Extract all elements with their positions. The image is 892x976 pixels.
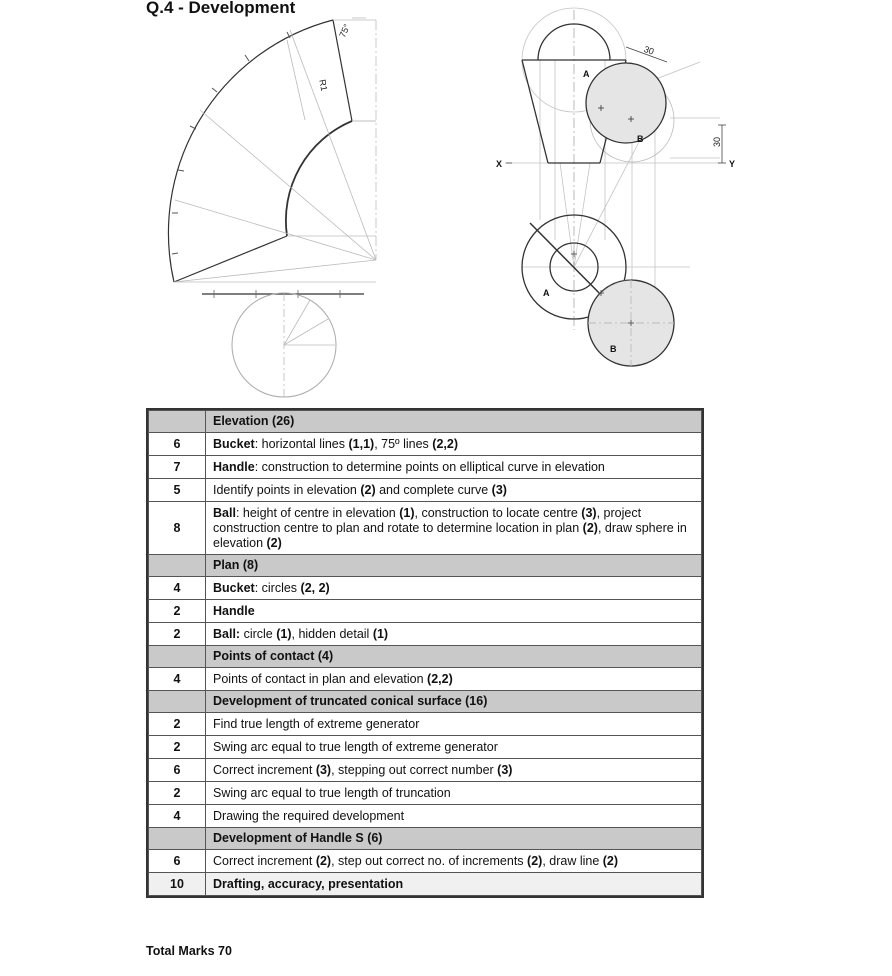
- description-text: (2): [582, 520, 598, 535]
- axis-y-label: Y: [729, 159, 736, 169]
- section-header-row: [149, 828, 702, 850]
- marks-cell: 2: [149, 782, 206, 805]
- description-text: (3): [581, 505, 597, 520]
- label-b-plan: B: [610, 344, 617, 354]
- description-text: (3): [315, 762, 332, 777]
- description-text: , draw sphere in elevation: [213, 520, 687, 550]
- dim-top-label: 30: [642, 43, 656, 57]
- description-text: Points of contact (4): [213, 649, 334, 663]
- description-cell: [206, 736, 702, 759]
- construction-lines-right: [505, 8, 720, 330]
- arc-tick-marks: [172, 32, 290, 254]
- description-text: (2, 2): [300, 580, 330, 595]
- marks-cell: 4: [149, 668, 206, 691]
- description-text: Identify points in elevation: [213, 482, 361, 497]
- marks-cell: 10: [149, 873, 206, 896]
- description-text: , 75º lines: [374, 436, 433, 451]
- description-text: Elevation (26): [213, 414, 295, 428]
- label-b-elevation: B: [637, 134, 644, 144]
- section-header-row: [149, 555, 702, 577]
- description-cell: [206, 782, 702, 805]
- description-text: (2): [602, 853, 619, 868]
- description-text: (2,2): [427, 671, 453, 686]
- description-text: Drawing the required development: [213, 808, 405, 823]
- section-header-row: [149, 646, 702, 668]
- marks-cell: 6: [149, 433, 206, 456]
- marking-scheme-table: [146, 408, 704, 898]
- description-cell: [206, 850, 702, 873]
- section-header-row: [149, 411, 702, 433]
- description-cell: [206, 456, 702, 479]
- description-text: (1): [276, 626, 292, 641]
- marks-cell: 4: [149, 805, 206, 828]
- description-text: (2): [315, 853, 332, 868]
- description-text: and complete curve: [375, 482, 492, 497]
- description-cell: [206, 433, 702, 456]
- description-text: : height of centre in elevation: [235, 505, 400, 520]
- marks-cell: 8: [149, 502, 206, 555]
- description-cell: [206, 828, 702, 850]
- scheme-row: [149, 433, 702, 456]
- description-cell: [206, 713, 702, 736]
- description-cell: [206, 668, 702, 691]
- marks-cell: 2: [149, 600, 206, 623]
- scheme-row: [149, 782, 702, 805]
- scheme-row: [149, 668, 702, 691]
- scheme-row: [149, 850, 702, 873]
- page-title: Q.4 - Development: [146, 0, 296, 17]
- marks-cell: 2: [149, 713, 206, 736]
- construction-lines-left: [174, 18, 376, 282]
- description-text: , stepping out correct number: [331, 762, 498, 777]
- marks-cell: 6: [149, 759, 206, 782]
- marks-cell: [149, 555, 206, 577]
- description-cell: [206, 411, 702, 433]
- radius-label: R1: [317, 78, 330, 92]
- description-text: : horizontal lines: [254, 436, 349, 451]
- description-cell: [206, 479, 702, 502]
- description-cell: [206, 873, 702, 896]
- description-cell: [206, 555, 702, 577]
- marks-cell: [149, 646, 206, 668]
- label-a-elevation: A: [583, 69, 590, 79]
- description-text: : circles: [254, 580, 301, 595]
- description-text: Handle: [213, 603, 255, 618]
- description-text: , step out correct no. of increments: [331, 853, 528, 868]
- marks-cell: 2: [149, 736, 206, 759]
- description-text: , hidden detail: [291, 626, 373, 641]
- description-text: Find true length of extreme generator: [213, 716, 420, 731]
- description-text: : construction to determine points on elliptical curve in elevation: [254, 459, 605, 474]
- description-text: (2): [360, 482, 376, 497]
- description-cell: [206, 646, 702, 668]
- description-text: Bucket: [213, 436, 255, 451]
- marking-scheme-body: [149, 411, 702, 896]
- description-text: , construction to locate centre: [414, 505, 582, 520]
- description-text: (2): [527, 853, 543, 868]
- description-text: Swing arc equal to true length of truncation: [213, 785, 451, 800]
- scheme-row: [149, 805, 702, 828]
- description-text: Ball:: [213, 626, 241, 641]
- description-text: (3): [491, 482, 507, 497]
- description-cell: [206, 623, 702, 646]
- description-text: (3): [497, 762, 513, 777]
- description-cell: [206, 502, 702, 555]
- marks-cell: 4: [149, 577, 206, 600]
- cone-development: [168, 20, 352, 282]
- description-text: Swing arc equal to true length of extreme generator: [213, 739, 498, 754]
- axis-x-label: X: [496, 159, 503, 169]
- marks-cell: 5: [149, 479, 206, 502]
- description-text: , project construction centre to plan and rotate to determine location in plan: [213, 505, 642, 535]
- ball-elevation: [586, 63, 666, 143]
- description-text: Handle: [213, 459, 255, 474]
- description-text: (1): [399, 505, 415, 520]
- description-cell: [206, 805, 702, 828]
- marks-cell: [149, 691, 206, 713]
- description-text: Plan (8): [213, 558, 259, 572]
- technical-drawing: [0, 0, 892, 405]
- angle-label: 75°: [337, 22, 353, 40]
- marks-cell: 7: [149, 456, 206, 479]
- description-text: circle: [240, 626, 277, 641]
- description-cell: [206, 691, 702, 713]
- description-text: Correct increment: [213, 762, 316, 777]
- description-text: Development of Handle S (6): [213, 831, 383, 845]
- description-text: Ball: [213, 505, 236, 520]
- scheme-row: [149, 736, 702, 759]
- scheme-row: [149, 502, 702, 555]
- scheme-row: [149, 600, 702, 623]
- marks-cell: 2: [149, 623, 206, 646]
- marks-cell: [149, 411, 206, 433]
- description-cell: [206, 577, 702, 600]
- scheme-row: [149, 713, 702, 736]
- description-text: Drafting, accuracy, presentation: [213, 876, 404, 891]
- scheme-row: [149, 623, 702, 646]
- scheme-row: [149, 456, 702, 479]
- scheme-row: [149, 479, 702, 502]
- scheme-row: [149, 759, 702, 782]
- plan-circle-left: [202, 290, 364, 397]
- marks-cell: [149, 828, 206, 850]
- section-header-row: [149, 691, 702, 713]
- dim-side-label: 30: [712, 136, 722, 147]
- final-row: [149, 873, 702, 896]
- description-text: Correct increment: [213, 853, 316, 868]
- scheme-row: [149, 577, 702, 600]
- marks-cell: 6: [149, 850, 206, 873]
- total-marks: Total Marks 70: [146, 944, 232, 958]
- description-text: (1,1): [348, 436, 375, 451]
- description-text: Development of truncated conical surface (16): [213, 694, 488, 708]
- description-text: Bucket: [213, 580, 255, 595]
- label-a-plan: A: [543, 288, 550, 298]
- description-cell: [206, 600, 702, 623]
- description-text: (1): [372, 626, 389, 641]
- description-text: Points of contact in plan and elevation: [213, 671, 428, 686]
- description-text: (2,2): [432, 436, 458, 451]
- description-text: , draw line: [542, 853, 603, 868]
- description-text: (2): [266, 535, 282, 550]
- description-cell: [206, 759, 702, 782]
